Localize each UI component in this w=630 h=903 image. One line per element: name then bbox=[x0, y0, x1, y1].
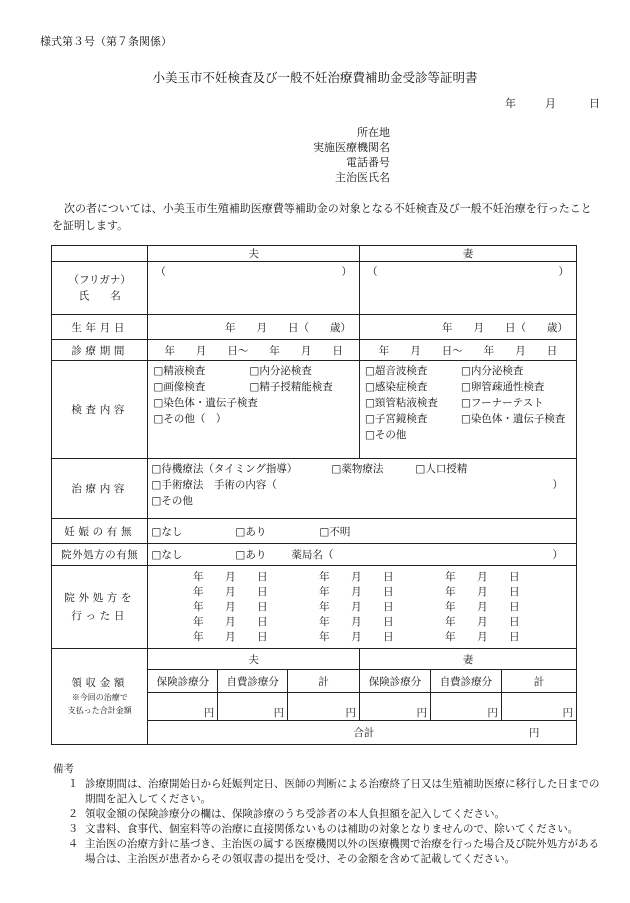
document-title: 小美玉市不妊検査及び一般不妊治療費補助金受診等証明書 bbox=[152, 70, 478, 85]
prescription-date-slot[interactable]: 年 月 日 bbox=[319, 585, 394, 598]
grand-total-label: 合計 bbox=[353, 727, 375, 739]
prescription-date-slot[interactable]: 年 月 日 bbox=[445, 570, 520, 583]
period-label: 診療期間 bbox=[52, 340, 148, 361]
husband-exam-options bbox=[148, 361, 360, 459]
prescription-dates bbox=[148, 566, 577, 649]
husband-insurance-header: 保険診療分 bbox=[148, 670, 218, 693]
prescription-date-slot[interactable]: 年 月 日 bbox=[445, 615, 520, 628]
exam-option[interactable]: □超音波検査 bbox=[364, 365, 428, 377]
issuer-doctor-label: 主治医氏名 bbox=[335, 171, 390, 184]
wife-insurance-header: 保険診療分 bbox=[359, 670, 430, 693]
prescription-date-slot[interactable]: 年 月 日 bbox=[445, 630, 520, 643]
prescription-date-slot[interactable]: 年 月 日 bbox=[193, 615, 268, 628]
prescription-date-label: 院外処方を 行った日 bbox=[52, 566, 148, 649]
wife-name-field[interactable]: （ ） bbox=[359, 262, 576, 315]
prescription-date-slot[interactable]: 年 月 日 bbox=[193, 600, 268, 613]
wife-insurance-amount[interactable]: 円 bbox=[359, 693, 430, 721]
exam-option[interactable]: □精液検査 bbox=[153, 365, 206, 377]
notes-section bbox=[53, 762, 601, 867]
prescription-date-slot[interactable]: 年 月 日 bbox=[193, 570, 268, 583]
husband-header: 夫 bbox=[148, 246, 360, 262]
wife-selfpay-amount[interactable]: 円 bbox=[430, 693, 501, 721]
exam-option[interactable]: □頸管粘液検査 bbox=[364, 397, 438, 409]
wife-selfpay-header: 自費診療分 bbox=[430, 670, 501, 693]
treatment-option[interactable]: □待機療法（タイミング指導） bbox=[151, 463, 298, 475]
pregnancy-option[interactable]: □あり bbox=[235, 525, 267, 538]
husband-insurance-amount[interactable]: 円 bbox=[148, 693, 218, 721]
note-item: ４ 主治医の治療方針に基づき、主治医の属する医療機関以外の医療機関で治療を行った場合及び院外処方がある場合は、主治医が患者からその領収書の提出を受け、その金額を含めて記載してください。 bbox=[67, 838, 600, 865]
husband-name-field[interactable]: （ ） bbox=[148, 262, 360, 315]
prescription-date-slot[interactable]: 年 月 日 bbox=[445, 585, 520, 598]
pregnancy-option[interactable]: □不明 bbox=[319, 525, 351, 538]
prescription-option[interactable]: □あり bbox=[235, 549, 267, 561]
form-number: 様式第３号（第７条関係） bbox=[40, 35, 172, 48]
prescription-option[interactable]: □なし bbox=[151, 549, 183, 561]
wife-total-header: 計 bbox=[501, 670, 576, 693]
husband-total-amount[interactable]: 円 bbox=[288, 693, 360, 721]
prescription-date-slot[interactable]: 年 月 日 bbox=[319, 570, 394, 583]
wife-total-amount[interactable]: 円 bbox=[501, 693, 576, 721]
issuer-facility-label: 実施医療機関名 bbox=[313, 141, 390, 154]
birth-label: 生年月日 bbox=[52, 315, 148, 340]
treatment-label: 治療内容 bbox=[52, 459, 148, 519]
prescription-date-slot[interactable]: 年 月 日 bbox=[319, 600, 394, 613]
pregnancy-options bbox=[148, 519, 577, 544]
husband-total-header: 計 bbox=[288, 670, 360, 693]
notes-title: 備考 bbox=[53, 763, 74, 775]
wife-header: 妻 bbox=[359, 246, 576, 262]
exam-option[interactable]: □内分泌検査 bbox=[249, 365, 312, 377]
issuer-address-label: 所在地 bbox=[357, 126, 390, 139]
prescription-date-slot[interactable]: 年 月 日 bbox=[445, 600, 520, 613]
issuer-phone-label: 電話番号 bbox=[346, 156, 390, 169]
prescription-options: □なし □あり 薬局名（ ） bbox=[148, 544, 577, 566]
prescription-date-slot[interactable]: 年 月 日 bbox=[193, 585, 268, 598]
prescription-date-slot[interactable]: 年 月 日 bbox=[193, 630, 268, 643]
note-item: １ 診療期間は、治療開始日から妊娠判定日、医師の判断による治療終了日又は生殖補助医療に移行した日までの期間を記入してください。 bbox=[67, 778, 600, 805]
date-year: 年 bbox=[505, 97, 516, 110]
prescription-label: 院外処方の有無 bbox=[52, 544, 148, 566]
treatment-option[interactable]: □手術療法 手術の内容（ bbox=[151, 479, 277, 491]
prescription-date-slot[interactable]: 年 月 日 bbox=[319, 630, 394, 643]
exam-option[interactable]: □その他（ ） bbox=[153, 413, 227, 425]
exam-option[interactable]: □染色体・遺伝子検査 bbox=[153, 397, 258, 409]
husband-selfpay-header: 自費診療分 bbox=[218, 670, 288, 693]
exam-option[interactable]: □その他 bbox=[364, 429, 407, 441]
certificate-table bbox=[51, 245, 577, 745]
receipt-label: 領収金額 ※今回の治療で 支払った合計金額 bbox=[52, 649, 148, 745]
husband-birth-field[interactable]: 年 月 日（ 歳） bbox=[148, 315, 360, 340]
wife-period-field[interactable]: 年 月 日〜 年 月 日 bbox=[359, 340, 576, 361]
treatment-option[interactable]: □人口授精 bbox=[415, 463, 468, 475]
note-item: ２ 領収金額の保険診療分の欄は、保険診療のうち受診者の本人負担額を記入してください。 bbox=[67, 808, 505, 820]
wife-birth-field[interactable]: 年 月 日（ 歳） bbox=[359, 315, 576, 340]
date-month: 月 bbox=[545, 97, 556, 110]
receipt-wife-header: 妻 bbox=[359, 649, 576, 670]
husband-selfpay-amount[interactable]: 円 bbox=[218, 693, 288, 721]
exam-option[interactable]: □内分泌検査 bbox=[460, 365, 524, 377]
exam-label: 検査内容 bbox=[52, 361, 148, 459]
prescription-date-slot[interactable]: 年 月 日 bbox=[319, 615, 394, 628]
name-label: （フリガナ） 氏 名 bbox=[52, 262, 148, 315]
receipt-husband-header: 夫 bbox=[148, 649, 360, 670]
wife-exam-options bbox=[359, 361, 576, 459]
date-day: 日 bbox=[589, 97, 600, 110]
exam-option[interactable]: □染色体・遺伝子検査 bbox=[460, 413, 566, 425]
pregnancy-option[interactable]: □なし bbox=[151, 525, 183, 538]
treatment-option[interactable]: □その他 bbox=[151, 495, 193, 507]
exam-option[interactable]: □フーナーテスト bbox=[460, 397, 544, 409]
pregnancy-label: 妊娠の有無 bbox=[52, 519, 148, 544]
treatment-options: □待機療法（タイミング指導） □薬物療法 □人口授精 □手術療法 手術の内容（ ） □その他 bbox=[148, 459, 577, 519]
grand-total-yen: 円 bbox=[528, 727, 540, 739]
treatment-option[interactable]: □薬物療法 bbox=[331, 463, 384, 475]
pharmacy-name-field[interactable]: 薬局名（ bbox=[291, 549, 334, 561]
intro-text: 次の者については、小美玉市生殖補助医療費等補助金の対象となる不妊検査及び一般不妊治療を行ったことを証明します。 bbox=[52, 202, 592, 232]
exam-option[interactable]: □卵管疎通性検査 bbox=[460, 381, 545, 393]
husband-period-field[interactable]: 年 月 日〜 年 月 日 bbox=[148, 340, 360, 361]
grand-total-row[interactable] bbox=[148, 721, 577, 745]
exam-option[interactable]: □精子授精能検査 bbox=[249, 381, 333, 393]
exam-option[interactable]: □子宮鏡検査 bbox=[364, 413, 428, 425]
note-item: ３ 文書料、食事代、個室料等の治療に直接関係ないものは補助の対象となりませんので、除いてください。 bbox=[67, 823, 579, 835]
exam-option[interactable]: □感染症検査 bbox=[364, 381, 428, 393]
exam-option[interactable]: □画像検査 bbox=[153, 381, 206, 393]
